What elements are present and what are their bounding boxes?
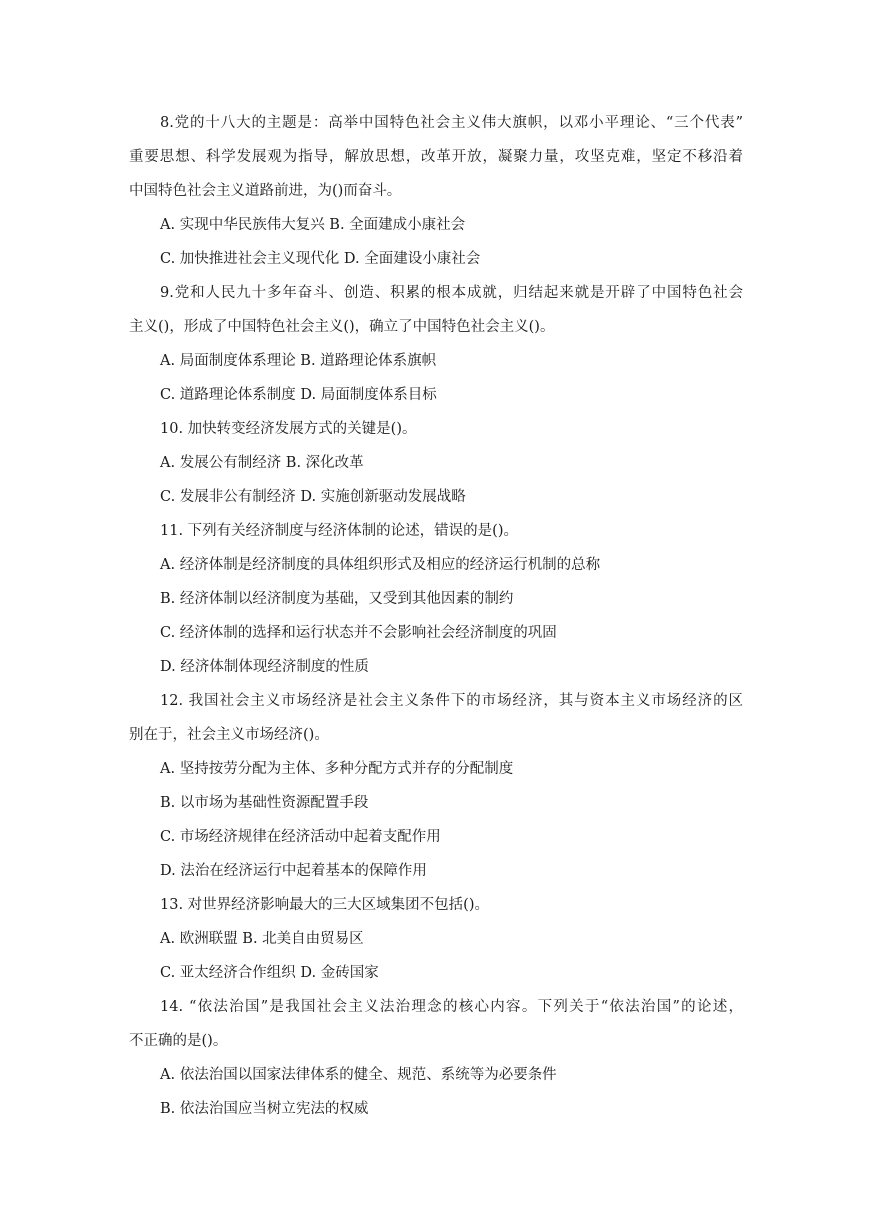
option-line: C. 经济体制的选择和运行状态并不会影响社会经济制度的巩固 (160, 625, 557, 641)
option-line: B. 依法治国应当树立宪法的权威 (160, 1101, 369, 1117)
question-text-line: 10. 加快转变经济发展方式的关键是()。 (160, 421, 417, 437)
option-line: B. 以市场为基础性资源配置手段 (160, 795, 369, 811)
question-14 (129, 990, 743, 1126)
question-text-line: 14. “依法治国”是我国社会主义法治理念的核心内容。下列关于“依法治国”的论述， (160, 999, 743, 1015)
question-text-line: 中国特色社会主义道路前进，为()而奋斗。 (129, 183, 402, 199)
option-line: D. 法治在经济运行中起着基本的保障作用 (160, 863, 427, 879)
question-text-line: 9.党和人民九十多年奋斗、创造、积累的根本成就，归结起来就是开辟了中国特色社会 (160, 285, 743, 301)
question-text-line: 8.党的十八大的主题是：高举中国特色社会主义伟大旗帜，以邓小平理论、“三个代表” (160, 115, 743, 131)
option-line: A. 发展公有制经济 B. 深化改革 (160, 455, 364, 471)
option-line: C. 亚太经济合作组织 D. 金砖国家 (160, 965, 379, 981)
option-line: A. 局面制度体系理论 B. 道路理论体系旗帜 (160, 353, 437, 369)
question-text-line: 重要思想、科学发展观为指导，解放思想，改革开放，凝聚力量，攻坚克难，坚定不移沿着 (129, 149, 743, 165)
question-8 (129, 106, 743, 276)
question-text-line: 主义()，形成了中国特色社会主义()，确立了中国特色社会主义()。 (129, 319, 555, 335)
question-12 (129, 684, 743, 888)
question-text-line: 别在于，社会主义市场经济()。 (129, 727, 329, 743)
question-list (129, 106, 743, 1126)
option-line: D. 经济体制体现经济制度的性质 (160, 659, 369, 675)
option-line: C. 加快推进社会主义现代化 D. 全面建设小康社会 (160, 251, 481, 267)
option-line: A. 实现中华民族伟大复兴 B. 全面建成小康社会 (160, 217, 466, 233)
option-line: C. 市场经济规律在经济活动中起着支配作用 (160, 829, 441, 845)
question-13 (129, 888, 743, 990)
question-text-line: 12. 我国社会主义市场经济是社会主义条件下的市场经济，其与资本主义市场经济的区 (160, 693, 743, 709)
question-text-line: 不正确的是()。 (129, 1033, 228, 1049)
question-text-line: 13. 对世界经济影响最大的三大区域集团不包括()。 (160, 897, 489, 913)
question-text-line: 11. 下列有关经济制度与经济体制的论述，错误的是()。 (160, 523, 518, 539)
question-10 (129, 412, 743, 514)
option-line: C. 道路理论体系制度 D. 局面制度体系目标 (160, 387, 437, 403)
option-line: A. 经济体制是经济制度的具体组织形式及相应的经济运行机制的总称 (160, 557, 601, 573)
option-line: A. 依法治国以国家法律体系的健全、规范、系统等为必要条件 (160, 1067, 557, 1083)
option-line: A. 欧洲联盟 B. 北美自由贸易区 (160, 931, 364, 947)
question-11 (129, 514, 743, 684)
question-9 (129, 276, 743, 412)
option-line: C. 发展非公有制经济 D. 实施创新驱动发展战略 (160, 489, 466, 505)
option-line: A. 坚持按劳分配为主体、多种分配方式并存的分配制度 (160, 761, 514, 777)
option-line: B. 经济体制以经济制度为基础，又受到其他因素的制约 (160, 591, 514, 607)
